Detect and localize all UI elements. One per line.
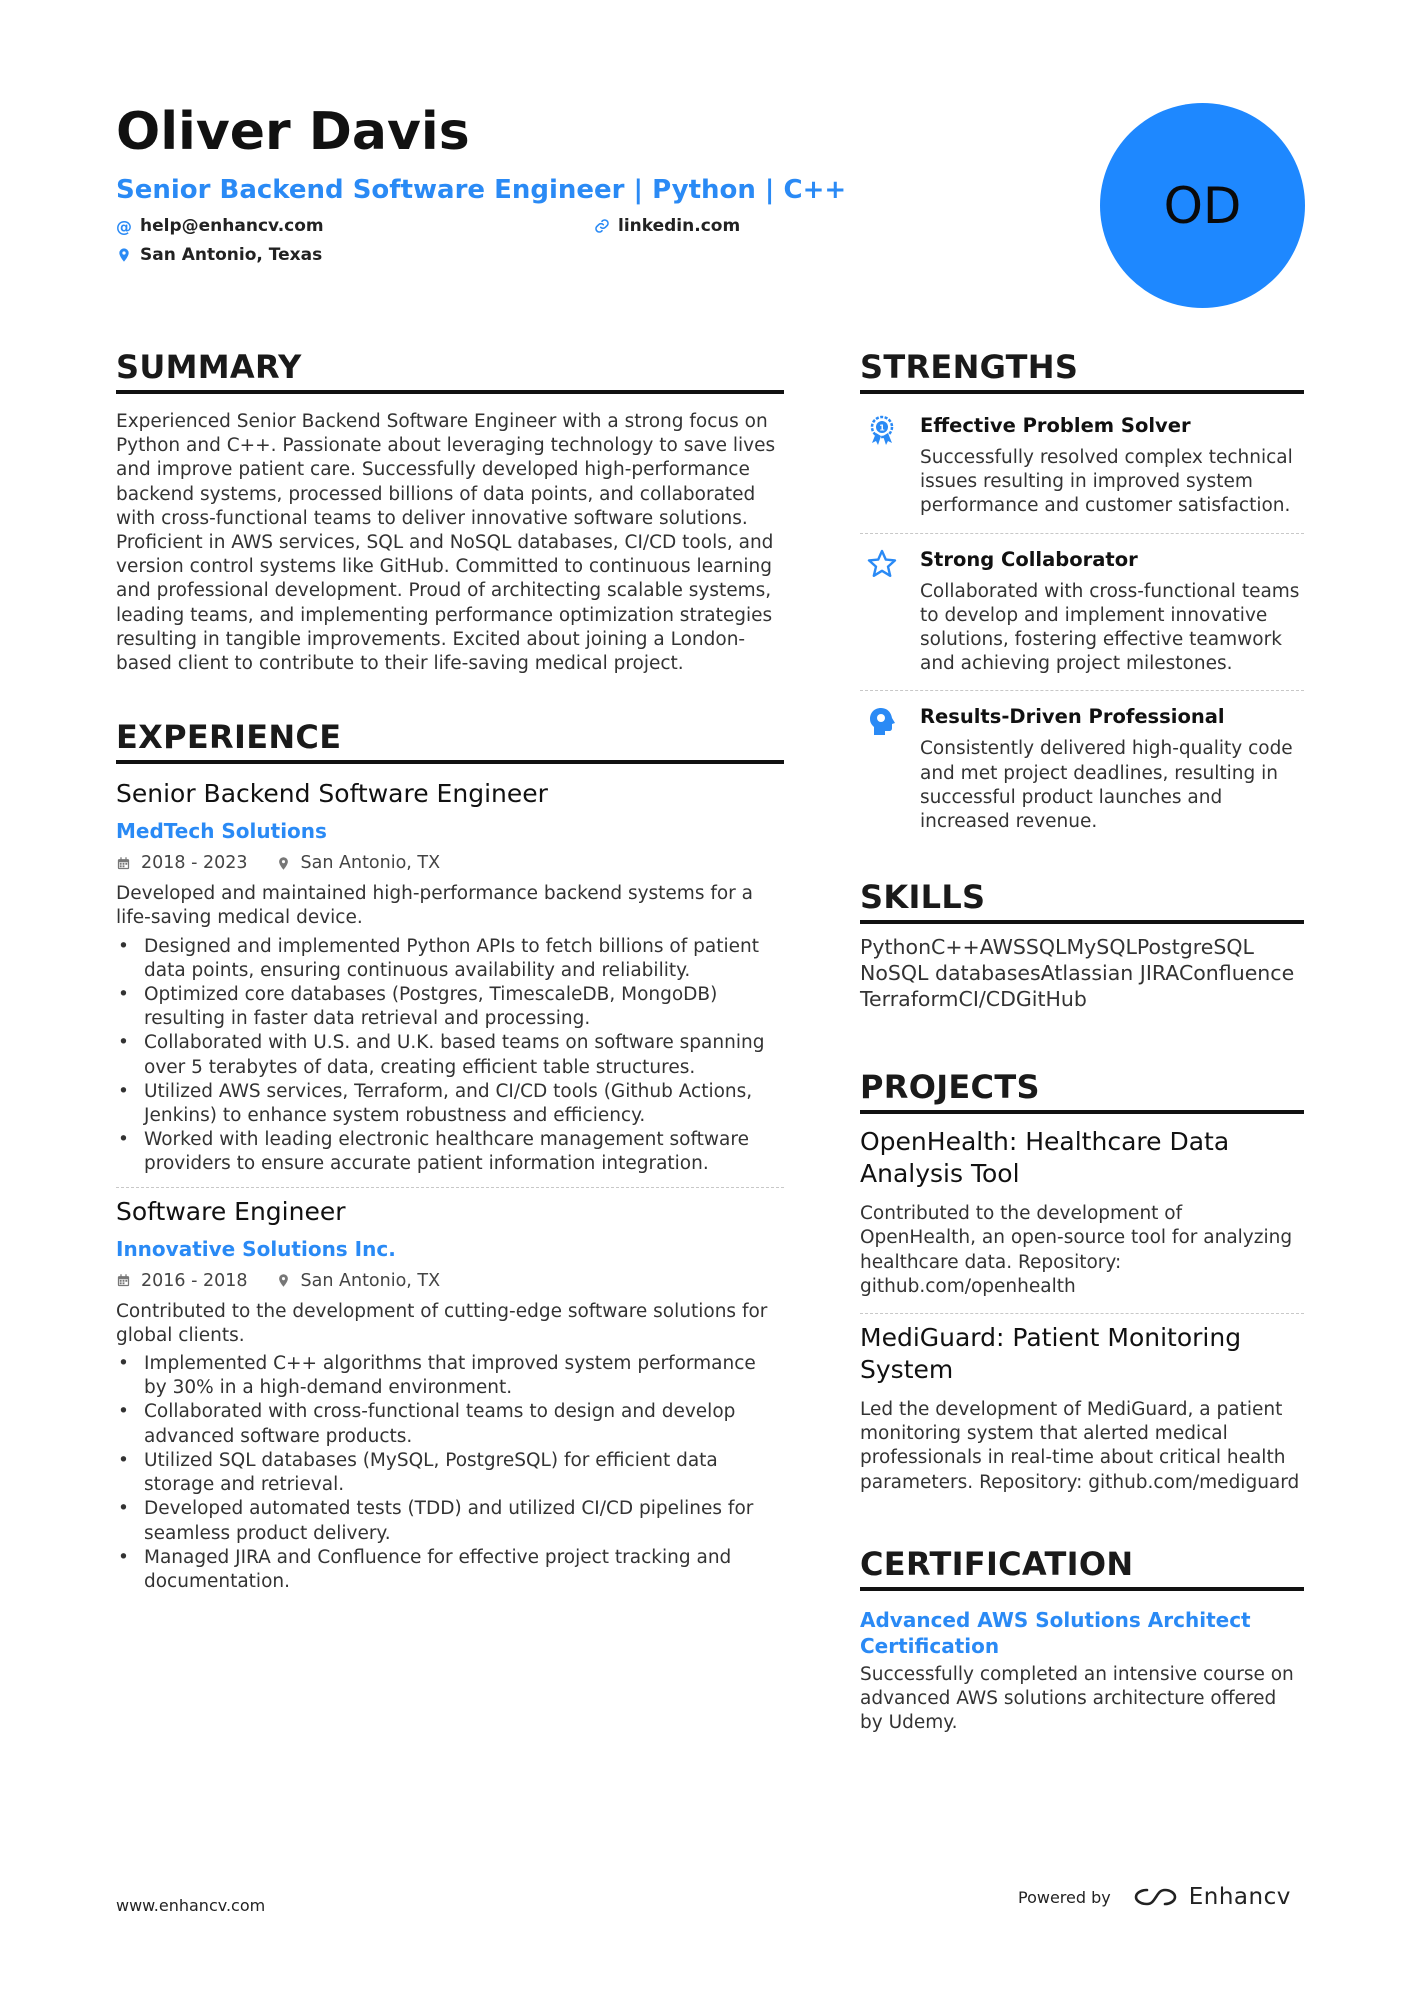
location-pin-icon [116, 247, 132, 263]
project-title: OpenHealth: Healthcare Data Analysis Tool [860, 1127, 1230, 1189]
job-description: Contributed to the development of cutting-edge software solutions for global clients. [116, 1300, 768, 1346]
project-item [860, 1126, 1304, 1299]
experience-heading: EXPERIENCE [116, 718, 784, 764]
strength-description: Collaborated with cross-functional teams to develop and implement innovative solutions, fostering effective teamwork and achieving project milestones. [920, 580, 1300, 675]
strength-description: Consistently delivered high-quality code and met project deadlines, resulting in successful product launches and increased revenue. [920, 738, 1293, 833]
skills-line: NoSQL databasesAtlassian JIRAConfluence [860, 961, 1295, 986]
skills-line: PythonC++AWSSQLMySQLPostgreSQL [860, 935, 1254, 960]
footer-branding [1018, 1884, 1291, 1910]
certification-heading: CERTIFICATION [860, 1545, 1304, 1591]
project-item [860, 1322, 1304, 1495]
at-icon: @ [116, 216, 132, 236]
resume-header [116, 96, 1076, 272]
strength-item [860, 703, 1304, 834]
job-dates: 2016 - 2018 [141, 1270, 248, 1291]
svg-text:1: 1 [879, 423, 885, 433]
job-meta [116, 850, 784, 876]
list-item: • Utilized SQL databases (MySQL, PostgreSQL) for efficient data storage and retrieval. [116, 1449, 784, 1497]
award-ribbon-icon [866, 414, 898, 446]
job-meta [116, 1268, 784, 1294]
strength-item [860, 546, 1304, 677]
strength-title: Results-Driven Professional [920, 705, 1225, 729]
list-item: • Collaborated with U.S. and U.K. based teams on software spanning over 5 terabytes of data, creating efficient table structures. [116, 1031, 784, 1079]
project-title: MediGuard: Patient Monitoring System [860, 1323, 1242, 1385]
head-profile-icon [866, 705, 898, 737]
experience-entry [116, 1194, 784, 1594]
list-item: • Optimized core databases (Postgres, TimescaleDB, MongoDB) resulting in faster data retrieval and processing. [116, 983, 784, 1031]
avatar: OD [1100, 103, 1305, 308]
summary-heading: SUMMARY [116, 348, 784, 394]
candidate-name: Oliver Davis [116, 102, 470, 162]
location-pin-icon [276, 856, 291, 871]
skills-line: TerraformCI/CDGitHub [860, 987, 1087, 1012]
email-text: help@enhancv.com [140, 216, 324, 236]
skills-list [860, 934, 1304, 1012]
strength-item [860, 412, 1304, 519]
list-item: • Implemented C++ algorithms that improved system performance by 30% in a high-demand environment. [116, 1352, 784, 1400]
strength-title: Effective Problem Solver [920, 414, 1191, 437]
list-item: • Utilized AWS services, Terraform, and CI/CD tools (Github Actions, Jenkins) to enhance system robustness and efficiency. [116, 1080, 784, 1128]
divider [860, 690, 1304, 691]
job-bullets [116, 935, 784, 1177]
star-icon [866, 548, 898, 580]
right-column [860, 348, 1304, 1735]
divider [860, 533, 1304, 534]
calendar-icon [116, 1273, 131, 1288]
location-contact [116, 245, 322, 265]
skills-heading: SKILLS [860, 878, 1304, 924]
summary-text: Experienced Senior Backend Software Engineer with a strong focus on Python and C++. Passionate about leveraging technology to save lives and improve patient care. Successfully developed high-performance backend systems, processed billions of data points, and collaborated with cross-functional teams to deliver innovative software solutions. Proficient in AWS services, SQL and NoSQL databases, CI/CD tools, and version control systems like GitHub. Committed to continuous learning and professional development. Proud of architecting scalable systems, leading teams, and implementing performance optimization strategies resulting in tangible improvements. Excited about joining a London-based client to contribute to their life-saving medical project. [116, 411, 776, 675]
list-item: • Managed JIRA and Confluence for effective project tracking and documentation. [116, 1546, 784, 1594]
brand-logo[interactable] [1133, 1884, 1291, 1910]
brand-name: Enhancv [1188, 1884, 1291, 1910]
projects-heading: PROJECTS [860, 1068, 1304, 1114]
certification-description: Successfully completed an intensive course on advanced AWS solutions architecture offered by Udemy. [860, 1663, 1294, 1734]
job-location: San Antonio, TX [300, 1270, 441, 1291]
strength-title: Strong Collaborator [920, 547, 1138, 571]
list-item: • Worked with leading electronic healthcare management software providers to ensure accurate patient information integration. [116, 1128, 784, 1176]
strength-description: Successfully resolved complex technical issues resulting in improved system performance and customer satisfaction. [920, 447, 1293, 517]
email-contact[interactable] [116, 216, 324, 236]
company-name[interactable]: Innovative Solutions Inc. [116, 1236, 396, 1261]
list-item: • Developed automated tests (TDD) and utilized CI/CD pipelines for seamless product delivery. [116, 1497, 784, 1545]
location-pin-icon [276, 1273, 291, 1288]
left-column [116, 348, 784, 1594]
job-bullets [116, 1352, 784, 1594]
link-icon [594, 218, 610, 234]
divider [860, 1313, 1304, 1314]
contact-info [116, 212, 1076, 272]
job-title: Software Engineer [116, 1196, 346, 1226]
project-description: Led the development of MediGuard, a patient monitoring system that alerted medical professionals in real-time about critical health parameters. Repository: github.com/mediguard [860, 1399, 1300, 1493]
job-location: San Antonio, TX [300, 853, 441, 874]
candidate-headline: Senior Backend Software Engineer | Python | C++ [116, 175, 847, 205]
job-dates: 2018 - 2023 [141, 853, 248, 874]
divider [116, 1187, 784, 1188]
calendar-icon [116, 856, 131, 871]
footer-website[interactable]: www.enhancv.com [116, 1896, 266, 1915]
list-item: • Designed and implemented Python APIs to fetch billions of patient data points, ensuring continuous availability and reliability. [116, 935, 784, 983]
list-item: • Collaborated with cross-functional teams to design and develop advanced software products. [116, 1400, 784, 1448]
location-text: San Antonio, Texas [140, 245, 323, 265]
linkedin-contact[interactable] [594, 216, 740, 236]
company-name[interactable]: MedTech Solutions [116, 819, 327, 844]
linkedin-text: linkedin.com [618, 216, 741, 236]
strengths-heading: STRENGTHS [860, 348, 1304, 394]
job-description: Developed and maintained high-performance backend systems for a life-saving medical device. [116, 883, 753, 929]
certification-name[interactable]: Advanced AWS Solutions Architect Certification [860, 1607, 1251, 1658]
powered-by-text: Powered by [1018, 1887, 1111, 1907]
enhancv-logo-icon [1133, 1884, 1179, 1910]
experience-entry [116, 776, 784, 1176]
job-title: Senior Backend Software Engineer [116, 779, 548, 809]
project-description: Contributed to the development of OpenHealth, an open-source tool for analyzing healthcare data. Repository: github.com/openhealth [860, 1203, 1293, 1297]
